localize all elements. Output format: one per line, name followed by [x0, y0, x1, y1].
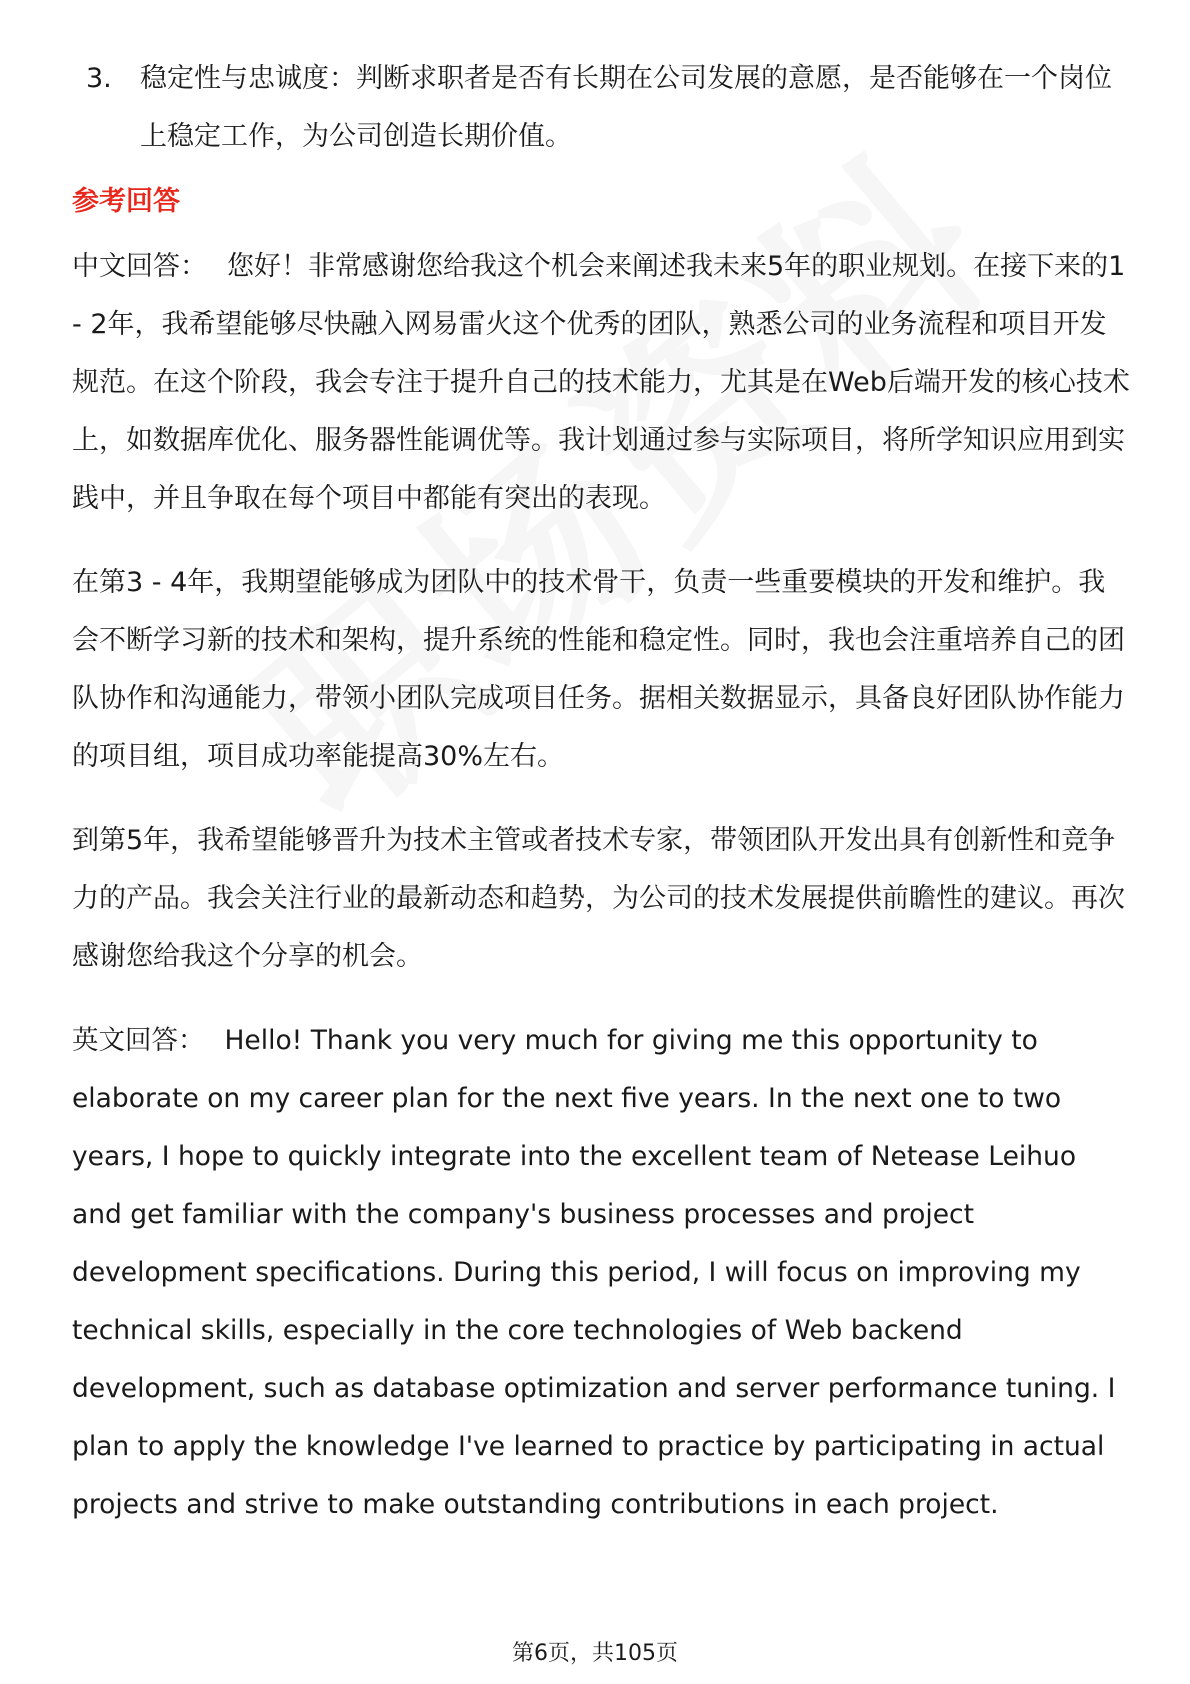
english-answer-label: 英文回答：	[72, 1025, 205, 1056]
chinese-answer-text-1: 您好！非常感谢您给我这个机会来阐述我未来5年的职业规划。在接下来的1 - 2年，我希望能够尽快融入网易雷火这个优秀的团队，熟悉公司的业务流程和项目开发规范。在这个阶段，我会专注于提升自己的技术能力，尤其是在Web后端开发的核心技术上，如数据库优化、服务器性能调优等。我计划通过参与实际项目，将所学知识应用到实践中，并且争取在每个项目中都能有突出的表现。	[72, 251, 1130, 514]
page-content	[72, 50, 1132, 1560]
page-number-footer: 第6页，共105页	[512, 1641, 678, 1666]
chinese-answer-label: 中文回答：	[72, 251, 207, 282]
section-heading: 参考回答	[72, 186, 180, 217]
list-text: 稳定性与忠诚度：判断求职者是否有长期在公司发展的意愿，是否能够在一个岗位上稳定工作，为公司创造长期价值。	[140, 63, 1112, 152]
chinese-answer-paragraph-3: 到第5年，我希望能够晋升为技术主管或者技术专家，带领团队开发出具有创新性和竞争力的产品。我会关注行业的最新动态和趋势，为公司的技术发展提供前瞻性的建议。再次感谢您给我这个分享的机会。	[72, 825, 1125, 972]
list-item	[86, 50, 1132, 166]
chinese-answer-paragraph-2: 在第3 - 4年，我期望能够成为团队中的技术骨干，负责一些重要模块的开发和维护。我会不断学习新的技术和架构，提升系统的性能和稳定性。同时，我也会注重培养自己的团队协作和沟通能力，带领小团队完成项目任务。据相关数据显示，具备良好团队协作能力的项目组，项目成功率能提高30%左右。	[72, 567, 1125, 772]
list-number: 3.	[86, 63, 112, 94]
english-answer-paragraph	[72, 1012, 1132, 1534]
chinese-answer-paragraph-1	[72, 238, 1132, 528]
english-answer-text: Hello! Thank you very much for giving me this opportunity to elaborate on my career plan for the next five years. In the next one to two years, I hope to quickly integrate into the excellent team of Netease Leihuo and get familiar with the company's business processes and project development specifications. During this period, I will focus on improving my technical skills, especially in the core technologies of Web backend development, such as database optimization and server performance tuning. I plan to apply the knowledge I've learned to practice by participating in actual projects and strive to make outstanding contributions in each project.	[72, 1025, 1116, 1520]
